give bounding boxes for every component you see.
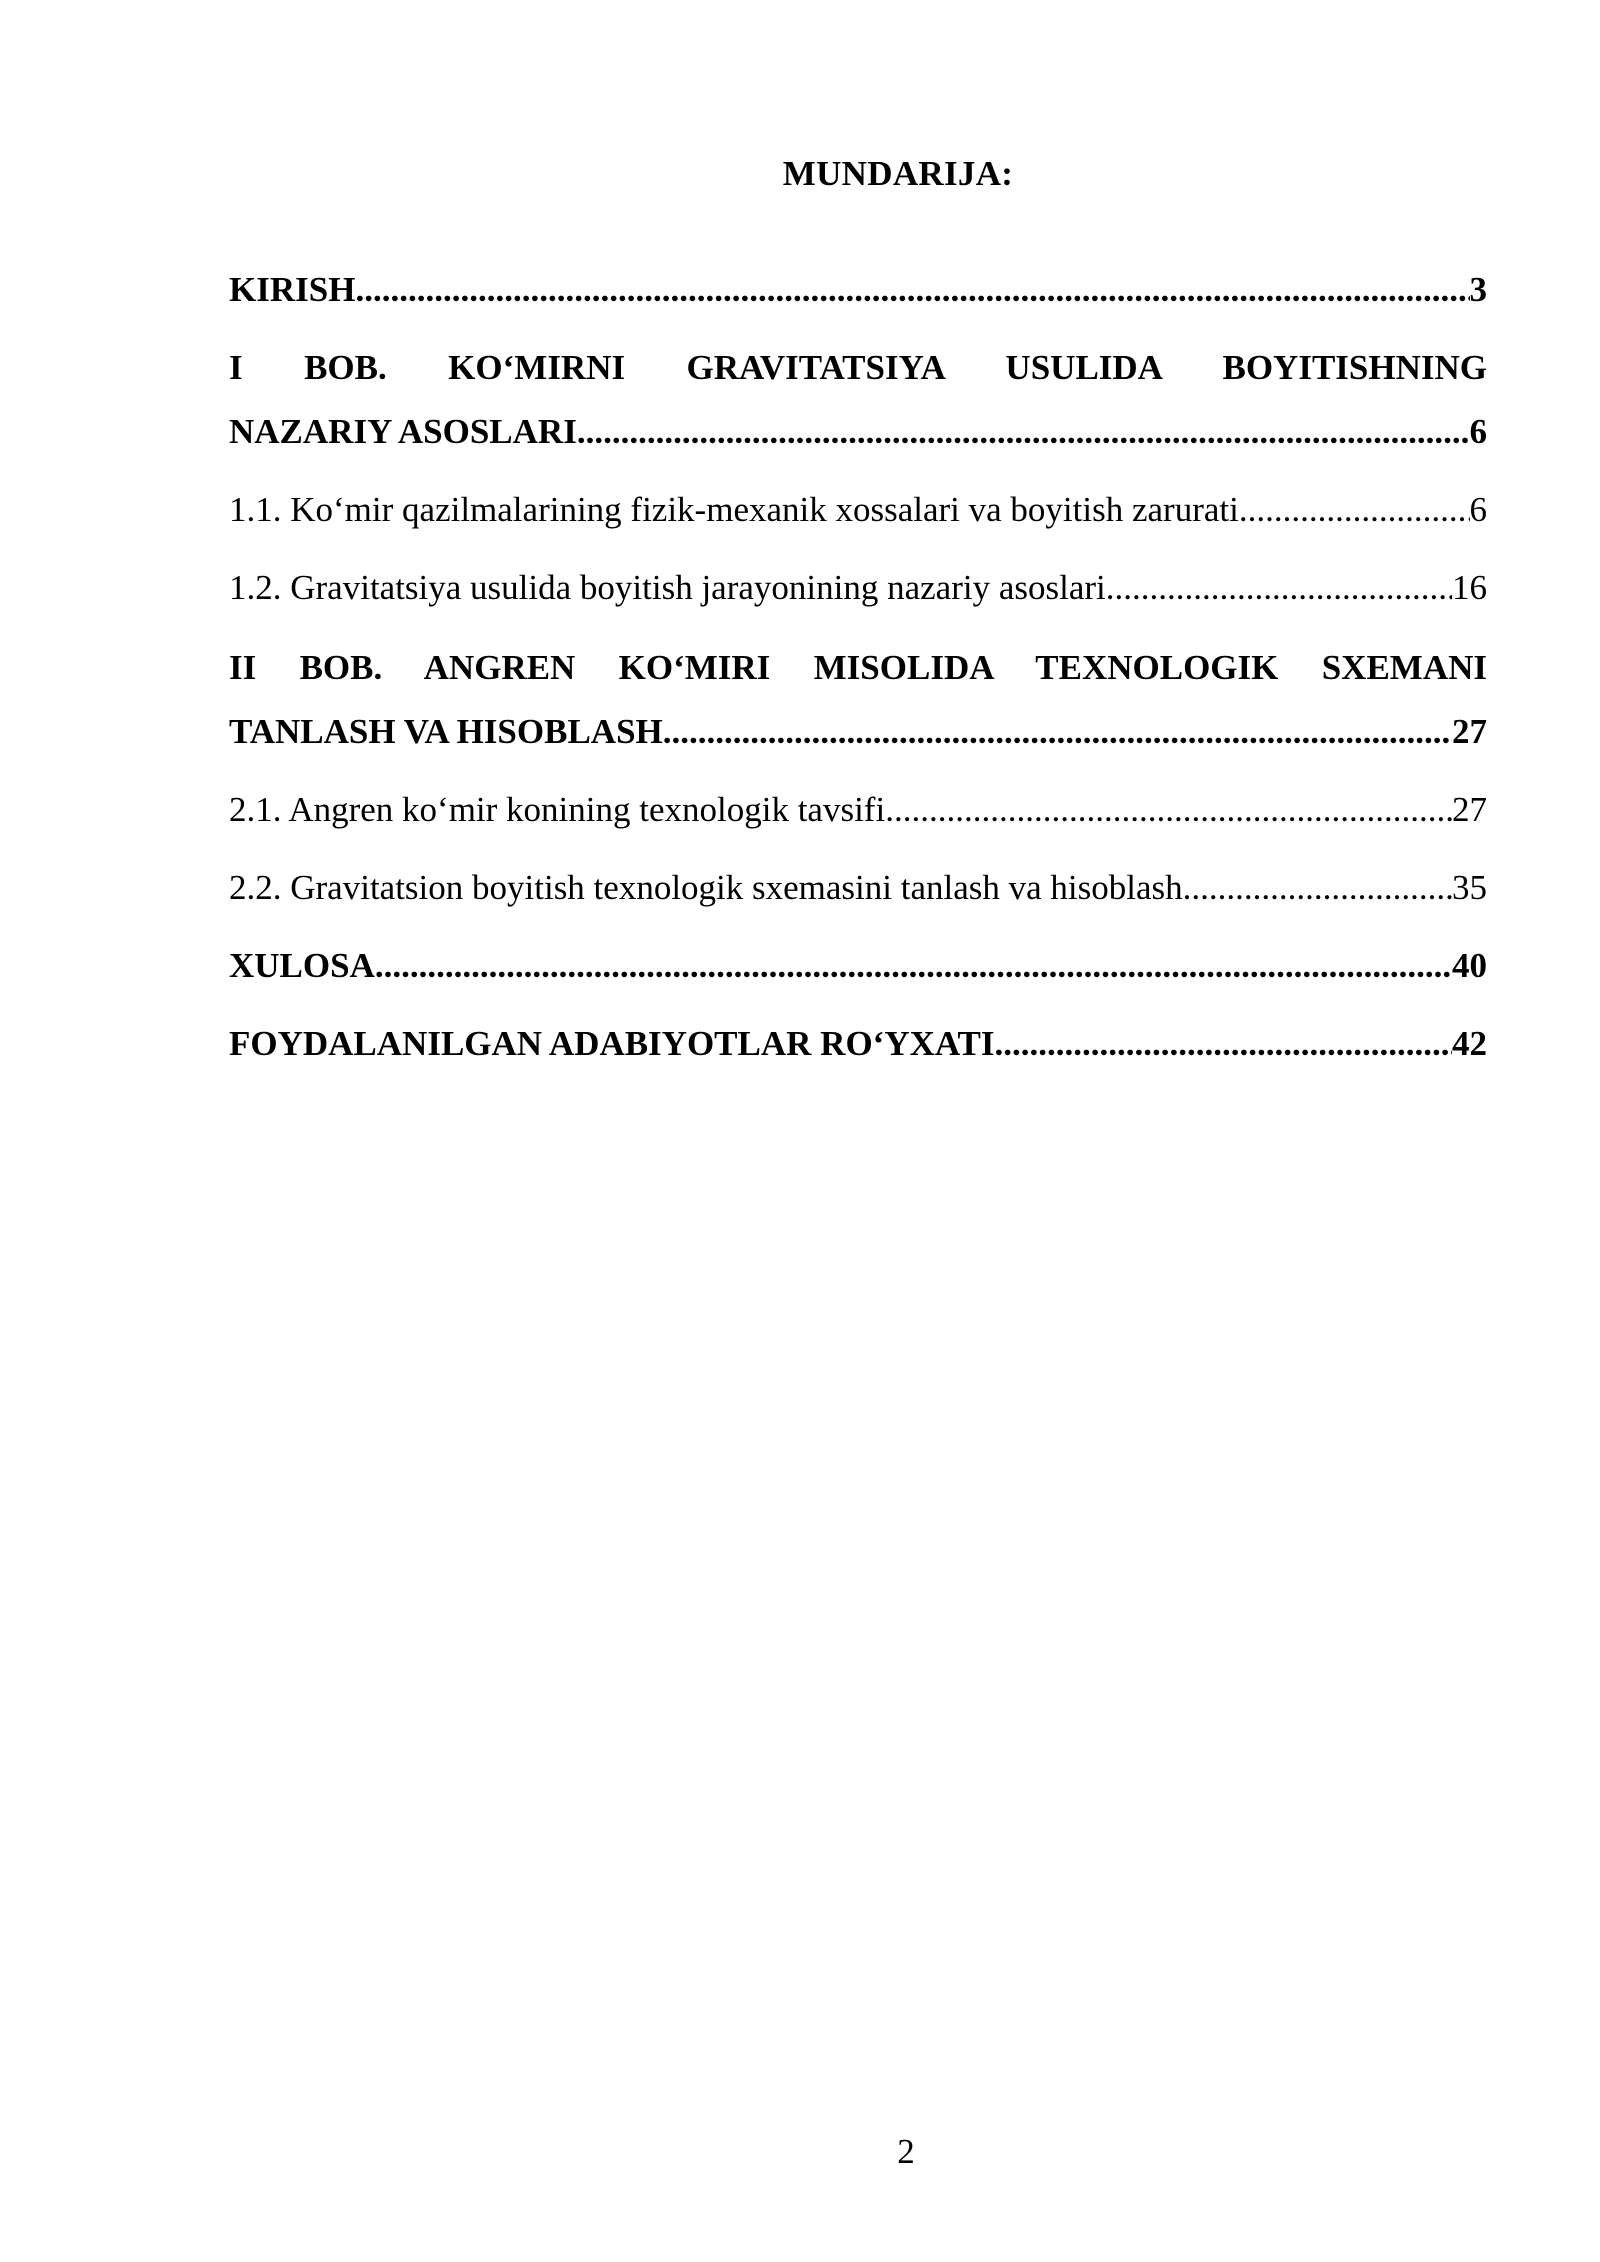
dot-leader [1239, 488, 1470, 532]
dot-leader [375, 944, 1452, 988]
toc-entry-chapter-1[interactable] [229, 346, 1487, 390]
toc-entry-page: 35 [1452, 868, 1487, 907]
toc-entry-page: 27 [1452, 790, 1487, 829]
toc-entry-title: FOYDALANILGAN ADABIYOTLAR RO‘YXATI [229, 1024, 995, 1063]
toc-entry-chapter-2[interactable] [229, 646, 1487, 690]
toc-entry-section-2-2[interactable] [229, 866, 1487, 910]
toc-entry-title-line2: NAZARIY ASOSLARI [229, 412, 577, 451]
toc-entry-chapter-1-cont[interactable] [229, 410, 1487, 454]
dot-leader [1183, 866, 1452, 910]
toc-entry-section-2-1[interactable] [229, 788, 1487, 832]
toc-entry-section-1-2[interactable] [229, 566, 1487, 610]
toc-entry-page: 6 [1469, 412, 1487, 451]
dot-leader [577, 410, 1470, 454]
toc-entry-title: 1.1. Ko‘mir qazilmalarining fizik-mexanik xossalari va boyitish zarurati [229, 490, 1239, 529]
dot-leader [885, 788, 1452, 832]
page-number: 2 [897, 2132, 915, 2171]
toc-entry-title: 2.1. Angren ko‘mir konining texnologik tavsifi [229, 790, 886, 829]
toc-entry-page: 16 [1452, 568, 1487, 607]
dot-leader [663, 710, 1452, 754]
dot-leader [995, 1022, 1452, 1066]
toc-entry-chapter-2-cont[interactable] [229, 710, 1487, 754]
toc-entry-title-line2: TANLASH VA HISOBLASH [229, 712, 663, 751]
toc-entry-xulosa[interactable] [229, 944, 1487, 988]
toc-entry-page: 27 [1452, 712, 1487, 751]
toc-entry-title: KIRISH [229, 270, 356, 309]
toc-entry-page: 3 [1469, 270, 1487, 309]
toc-title: MUNDARIJA: [782, 154, 1014, 193]
toc-entry-page: 42 [1452, 1024, 1487, 1063]
toc-entry-page: 40 [1452, 946, 1487, 985]
toc-entry-section-1-1[interactable] [229, 488, 1487, 532]
toc-entry-title: 1.2. Gravitatsiya usulida boyitish jarayonining nazariy asoslari [229, 568, 1106, 607]
toc-entry-title: 2.2. Gravitatsion boyitish texnologik sxemasini tanlash va hisoblash [229, 868, 1183, 907]
dot-leader [1106, 566, 1452, 610]
toc-entry-title-line1: I BOB. KO‘MIRNI GRAVITATSIYA USULIDA BOYITISHNING [229, 348, 1487, 387]
toc-entry-title: XULOSA [229, 946, 375, 985]
toc-entry-references[interactable] [229, 1022, 1487, 1066]
toc-entry-title-line1: II BOB. ANGREN KO‘MIRI MISOLIDA TEXNOLOGIK SXEMANI [229, 648, 1487, 687]
toc-entry-kirish[interactable] [229, 268, 1487, 312]
toc-entry-page: 6 [1469, 490, 1487, 529]
dot-leader [355, 268, 1469, 312]
